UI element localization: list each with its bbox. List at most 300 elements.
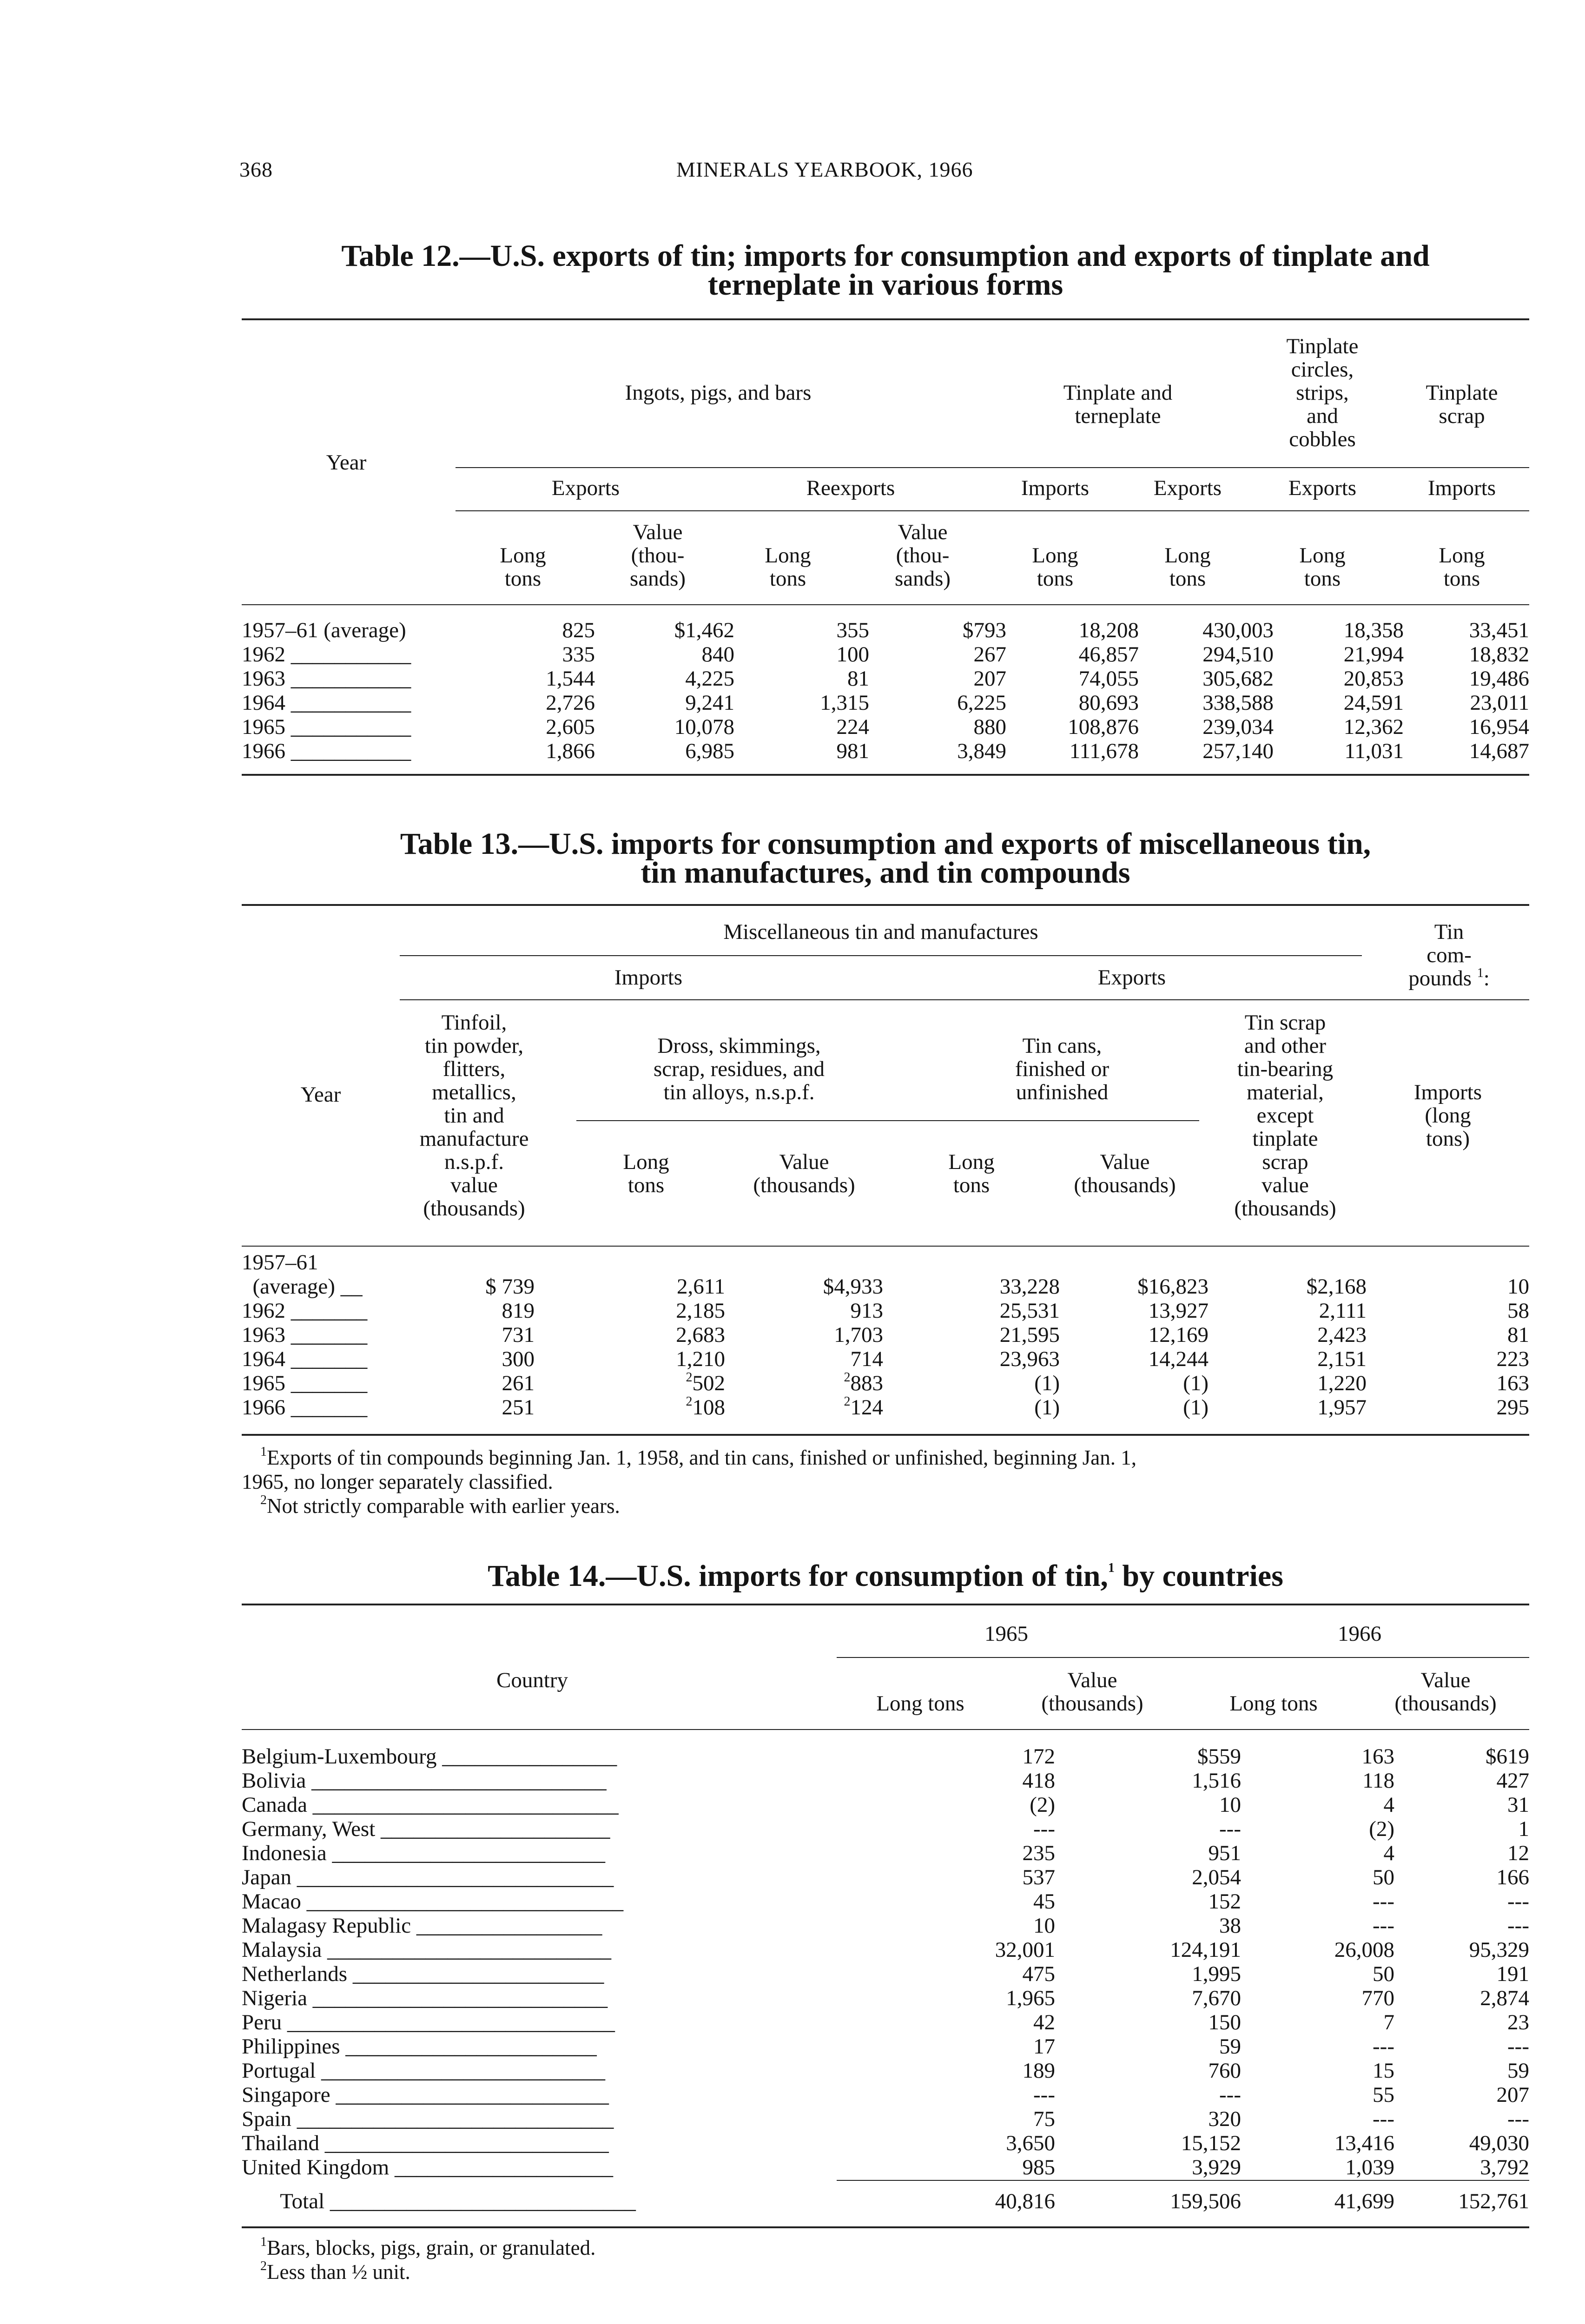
cell-value — [1055, 2107, 1241, 2131]
unit-l1: Long — [1299, 543, 1346, 568]
cell-value-text: 760 — [1208, 2059, 1241, 2083]
t13-fn2 — [242, 1494, 1529, 1518]
cell-value — [1055, 2155, 1241, 2179]
table14-bottom-rule — [242, 2226, 1529, 2228]
row-country-text: Japan _____________________________ — [242, 1865, 614, 1889]
cell-value — [1241, 2131, 1394, 2155]
t13-fn1-text: Exports of tin compounds beginning Jan. 1, 1958, and tin cans, finished or unfinished, beginning Jan. 1, — [267, 1446, 1137, 1469]
cell-value-text: 23,963 — [999, 1347, 1060, 1371]
cell-value — [1274, 739, 1404, 763]
cell-value-text: 18,358 — [1343, 618, 1404, 642]
cell-value-text: $619 — [1486, 1744, 1529, 1769]
table13-col-dross — [576, 1034, 902, 1104]
cell-value — [1394, 1986, 1529, 2010]
unit-l2: tons — [769, 567, 806, 591]
cell-value — [1006, 739, 1139, 763]
row-country — [242, 2059, 837, 2083]
cell-value-text: 418 — [1022, 1769, 1055, 1793]
cell-value-text: 355 — [836, 618, 869, 642]
cell-value-text: 13,927 — [1148, 1299, 1209, 1323]
cell-value — [1055, 1986, 1241, 2010]
cell-value — [451, 739, 595, 763]
table12-sub-exports: Exports — [551, 476, 620, 500]
cell-value-text: 2,874 — [1480, 1986, 1529, 2010]
cell-value-text: 880 — [973, 715, 1006, 739]
table12-sub-imports-2: Imports — [1427, 476, 1496, 500]
scrap-l8: value — [1261, 1173, 1309, 1197]
cell-value-text: 26,008 — [1334, 1938, 1394, 1962]
cell-value — [535, 1395, 725, 1419]
cell-value-text: 235 — [1022, 1841, 1055, 1865]
table-row — [242, 1395, 1529, 1419]
cell-value — [883, 1274, 1060, 1299]
cell-value — [1006, 618, 1139, 642]
cell-value — [451, 691, 595, 715]
row-year — [242, 1274, 400, 1299]
cell-value — [869, 739, 1006, 763]
row-country-text: Netherlands _______________________ — [242, 1962, 604, 1986]
cell-value — [1209, 1299, 1367, 1323]
cell-value-text: 4,225 — [685, 667, 734, 691]
cell-value — [1060, 1395, 1209, 1419]
t14-val-l2: (thousands) — [1041, 1691, 1143, 1716]
compounds-footref: 1 — [1477, 966, 1484, 980]
unit-l2: tons — [1443, 567, 1480, 591]
cell-value-text: 24,591 — [1343, 691, 1404, 715]
cell-value — [725, 1371, 883, 1395]
table12-group-tinplate-line2: terneplate — [1075, 404, 1161, 428]
table12-group-scrap-l1: Tinplate — [1426, 381, 1498, 405]
cell-value — [1209, 1323, 1367, 1347]
footnote-ref: 2 — [844, 1394, 851, 1409]
table14-year-1965: 1965 — [984, 1622, 1028, 1646]
row-year — [242, 1395, 400, 1419]
table-row — [242, 1817, 1529, 1841]
row-year-text: 1964 _______ — [242, 1347, 368, 1371]
cell-value — [1055, 2059, 1241, 2083]
cell-value — [1060, 1371, 1209, 1395]
t13-tons-l1: Long — [948, 1150, 995, 1174]
table12-rule-2 — [456, 510, 1529, 511]
cell-value — [1139, 667, 1274, 691]
cell-value-text: 2,151 — [1317, 1347, 1367, 1371]
cell-value-text: 2,683 — [676, 1323, 725, 1347]
cell-value — [837, 1841, 1055, 1865]
cell-value-text: 10,078 — [674, 715, 734, 739]
t13-fn2-text: Not strictly comparable with earlier years. — [267, 1494, 620, 1518]
cell-value-text: 320 — [1208, 2107, 1241, 2131]
t13-val-l1: Value — [1100, 1150, 1150, 1174]
cell-value-text: 1,965 — [1006, 1986, 1055, 2010]
table14-col-tons-1966: Long tons — [1229, 1691, 1318, 1716]
t14-fn1 — [260, 2236, 1515, 2260]
cell-value — [837, 1889, 1055, 1914]
cell-value — [1006, 642, 1139, 667]
table12-title — [242, 239, 1529, 302]
cell-value — [725, 1299, 883, 1323]
table12-title-line1: Table 12.—U.S. exports of tin; imports for consumption and exports of tinplate and — [341, 239, 1430, 273]
row-year-text: 1962 ___________ — [242, 642, 411, 667]
row-country — [242, 1962, 837, 1986]
scrap-l4: material, — [1247, 1080, 1324, 1104]
table12-unit-value-1 — [590, 521, 725, 590]
row-year-text: (average) __ — [242, 1274, 363, 1299]
table14-total-rule — [837, 2180, 1529, 2181]
cell-value — [1274, 642, 1404, 667]
table14-footnotes — [260, 2236, 1515, 2284]
cans-l2: finished or — [1015, 1057, 1110, 1081]
table12-top-rule — [242, 318, 1529, 320]
footnote-ref: 2 — [686, 1394, 693, 1409]
table13-rule-2 — [400, 999, 1529, 1000]
table13-col-value-2 — [1046, 1150, 1204, 1197]
cell-value — [400, 1323, 535, 1347]
row-country-text: Spain _____________________________ — [242, 2107, 614, 2131]
unit-l2: tons — [1304, 567, 1341, 591]
cell-value — [1055, 1841, 1241, 1865]
tinfoil-l9: (thousands) — [423, 1196, 525, 1221]
cell-value-text: 6,225 — [957, 691, 1006, 715]
cell-value-text: 207 — [973, 667, 1006, 691]
cell-value — [837, 1962, 1055, 1986]
table13-title-line2: tin manufactures, and tin compounds — [641, 856, 1130, 890]
cell-value-text: --- — [1373, 1889, 1394, 1914]
cell-value-text: 335 — [562, 642, 595, 667]
cell-value-text: 207 — [1496, 2083, 1529, 2107]
cell-value — [451, 667, 595, 691]
row-year-text: 1965 ___________ — [242, 715, 411, 739]
table13-rule-4 — [242, 1246, 1529, 1247]
unit-v1: Value — [898, 520, 948, 544]
cell-empty — [1060, 1250, 1209, 1274]
cell-value — [1241, 1938, 1394, 1962]
cell-value — [883, 1347, 1060, 1371]
cell-value-text: 152 — [1208, 1889, 1241, 1914]
table13-title — [242, 827, 1529, 890]
row-country — [242, 2107, 837, 2131]
cell-value — [1394, 1914, 1529, 1938]
cell-value — [1394, 2010, 1529, 2034]
cell-value — [1241, 1841, 1394, 1865]
cell-value — [869, 642, 1006, 667]
row-country — [242, 1769, 837, 1793]
cell-value — [837, 2155, 1055, 2179]
cell-value — [595, 715, 734, 739]
cell-value — [1241, 2059, 1394, 2083]
running-head: MINERALS YEARBOOK, 1966 — [676, 158, 973, 181]
cell-value-text: 430,003 — [1202, 618, 1274, 642]
cell-value — [837, 2107, 1055, 2131]
row-country — [242, 2083, 837, 2107]
table12-group-circles-l4: and — [1307, 404, 1338, 428]
cell-value-text: 1,544 — [546, 667, 595, 691]
row-country-text: Philippines _______________________ — [242, 2034, 597, 2059]
page-number: 368 — [239, 158, 273, 181]
row-country — [242, 1744, 837, 1769]
table-row — [242, 2083, 1529, 2107]
cell-value — [595, 618, 734, 642]
cell-value — [1006, 667, 1139, 691]
table14-title-end: by countries — [1114, 1559, 1283, 1593]
cell-value — [837, 2034, 1055, 2059]
cell-value-text: 19,486 — [1469, 667, 1529, 691]
tinfoil-l3: flitters, — [442, 1057, 506, 1081]
cell-value-text: 3,849 — [957, 739, 1006, 763]
cell-value-text: 1,220 — [1317, 1371, 1367, 1395]
t13-val-l2: (thousands) — [753, 1173, 855, 1197]
cell-value — [595, 642, 734, 667]
table13-title-line1: Table 13.—U.S. imports for consumption and exports of miscellaneous tin, — [400, 827, 1371, 861]
cell-value — [837, 1986, 1055, 2010]
table-row — [242, 1865, 1529, 1889]
cell-value — [1367, 1299, 1529, 1323]
cell-value-text: 840 — [701, 642, 734, 667]
table-row — [242, 1250, 1529, 1274]
table12-bottom-rule — [242, 774, 1529, 776]
cell-value — [1274, 715, 1404, 739]
cell-value-text: 1,039 — [1345, 2155, 1394, 2179]
cell-value — [734, 642, 869, 667]
compounds-l3-text: pounds — [1408, 966, 1472, 990]
row-year — [242, 739, 451, 763]
t14-fn1-mark: 1 — [260, 2235, 267, 2249]
table-row — [242, 1793, 1529, 1817]
cell-value — [1274, 618, 1404, 642]
cell-value-text: 189 — [1022, 2059, 1055, 2083]
table14-title-ref: 1 — [1108, 1561, 1115, 1575]
cans-l3: unfinished — [1016, 1080, 1109, 1104]
table13-col-cans — [902, 1034, 1222, 1104]
cell-value — [1394, 1938, 1529, 1962]
table14-title-text: Table 14.—U.S. imports for consumption of tin, — [488, 1559, 1108, 1593]
row-year-text: 1965 _______ — [242, 1371, 368, 1395]
table14-rule-2 — [242, 1729, 1529, 1730]
cell-value — [1241, 2155, 1394, 2179]
cell-value-text: 15 — [1373, 2059, 1394, 2083]
row-country — [242, 2131, 837, 2155]
cell-value-text: --- — [1507, 2034, 1529, 2059]
cell-value-text: 46,857 — [1078, 642, 1139, 667]
cell-value-text: 49,030 — [1469, 2131, 1529, 2155]
cell-value — [1394, 2059, 1529, 2083]
cell-value-text: 1,516 — [1192, 1769, 1241, 1793]
row-country-text: Belgium-Luxembourg ________________ — [242, 1744, 617, 1769]
cell-value — [1055, 1914, 1241, 1938]
row-year — [242, 1323, 400, 1347]
cell-value-text: 1,866 — [546, 739, 595, 763]
cell-value-text: --- — [1033, 1817, 1055, 1841]
t14-val-l2: (thousands) — [1394, 1691, 1497, 1716]
cell-value — [1055, 1865, 1241, 1889]
tinfoil-l7: n.s.p.f. — [444, 1150, 504, 1174]
cell-value — [1367, 1347, 1529, 1371]
cell-value-text: --- — [1373, 1914, 1394, 1938]
cell-value — [1209, 1274, 1367, 1299]
table14-total — [242, 2189, 1529, 2213]
cell-value-text: 2,423 — [1317, 1323, 1367, 1347]
table12-group-circles-l2: circles, — [1291, 357, 1354, 382]
cell-value — [869, 667, 1006, 691]
table13-body — [242, 1250, 1529, 1419]
cell-value — [734, 715, 869, 739]
cell-value-text: (1) — [1183, 1371, 1209, 1395]
cell-value — [1394, 2107, 1529, 2131]
cell-value — [535, 1299, 725, 1323]
cell-value — [1241, 1962, 1394, 1986]
cell-value — [725, 1274, 883, 1299]
cell-value-text: 15,152 — [1181, 2131, 1241, 2155]
table-row — [242, 739, 1529, 763]
cell-value — [400, 1347, 535, 1371]
table12-unit-tons-4 — [1120, 544, 1255, 590]
row-country-text: Germany, West _____________________ — [242, 1817, 610, 1841]
row-country-text: Thailand __________________________ — [242, 2131, 609, 2155]
row-country — [242, 2155, 837, 2179]
t13-fn1-line2: 1965, no longer separately classified. — [242, 1470, 553, 1493]
cell-value — [837, 2059, 1055, 2083]
row-country-text: Indonesia _________________________ — [242, 1841, 605, 1865]
cell-value-text: 295 — [1496, 1395, 1529, 1419]
t13-fn1-line1 — [242, 1446, 1529, 1470]
cell-value-text: 951 — [1208, 1841, 1241, 1865]
table12-sub-reexports: Reexports — [806, 476, 895, 500]
t14-val-l1: Value — [1420, 1668, 1471, 1692]
table12-group-tinplate — [988, 381, 1248, 428]
cell-value-text: 2,726 — [546, 691, 595, 715]
cell-empty — [883, 1250, 1060, 1274]
table13-col-imports — [1367, 1081, 1529, 1150]
cell-value — [1055, 2131, 1241, 2155]
total-value-text: 40,816 — [995, 2189, 1055, 2213]
cell-value-text: 21,994 — [1343, 642, 1404, 667]
cell-value — [1241, 2010, 1394, 2034]
unit-l1: Long — [1164, 543, 1211, 568]
cell-value-text: 338,588 — [1202, 691, 1274, 715]
cell-value-text: 55 — [1373, 2083, 1394, 2107]
cell-value — [1055, 1769, 1241, 1793]
cell-value-text: 913 — [850, 1299, 883, 1323]
cell-value — [1241, 2083, 1394, 2107]
cell-value-text: 239,034 — [1202, 715, 1274, 739]
unit-l1: Long — [1032, 543, 1078, 568]
cell-value-text: 2,185 — [676, 1299, 725, 1323]
cell-value-text: 81 — [1507, 1323, 1529, 1347]
table12-unit-tons-2 — [720, 544, 855, 590]
cell-value — [1394, 1841, 1529, 1865]
compounds-l1: Tin — [1434, 920, 1464, 944]
cell-value-text: 13,416 — [1334, 2131, 1394, 2155]
cell-value-text: 2,605 — [546, 715, 595, 739]
table-row — [242, 1347, 1529, 1371]
cell-value — [1139, 642, 1274, 667]
t13-fn2-mark: 2 — [260, 1493, 267, 1507]
row-year — [242, 618, 451, 642]
cell-empty — [400, 1250, 535, 1274]
table13-sub-exports: Exports — [1097, 965, 1166, 990]
cell-value-text: 4 — [1383, 1841, 1394, 1865]
row-country-text: Nigeria ___________________________ — [242, 1986, 608, 2010]
cell-value — [1055, 1962, 1241, 1986]
cell-value-text: --- — [1219, 2083, 1241, 2107]
cell-value — [883, 1323, 1060, 1347]
compounds-l3: pounds $^1$: — [1408, 966, 1490, 990]
cell-value — [400, 1395, 535, 1419]
cell-value-text: 10 — [1219, 1793, 1241, 1817]
cell-value-text: 14,687 — [1469, 739, 1529, 763]
cell-value-text: 18,208 — [1078, 618, 1139, 642]
cell-value-text: 4 — [1383, 1793, 1394, 1817]
cell-value-text: 12,362 — [1343, 715, 1404, 739]
cell-value-text: (2) — [1030, 1793, 1055, 1817]
cell-value-text: 261 — [502, 1371, 535, 1395]
cell-value — [1404, 691, 1529, 715]
cell-value-text: 21,595 — [999, 1323, 1060, 1347]
table-row — [242, 1299, 1529, 1323]
table12-group-ingots: Ingots, pigs, and bars — [625, 381, 812, 405]
total-value-text: 41,699 — [1334, 2189, 1394, 2213]
table14-rule-1 — [837, 1657, 1529, 1658]
compounds-l2: com- — [1426, 943, 1472, 967]
cell-value — [1367, 1371, 1529, 1395]
cell-value-text: 427 — [1496, 1769, 1529, 1793]
cell-value-text: 100 — [836, 642, 869, 667]
t13-val-l1: Value — [779, 1150, 829, 1174]
table12-body — [242, 618, 1529, 763]
scrap-l6: tinplate — [1252, 1127, 1318, 1151]
scrap-l1: Tin scrap — [1244, 1010, 1326, 1035]
total-row — [242, 2189, 1529, 2213]
cell-value-text: 50 — [1373, 1865, 1394, 1889]
tinfoil-l4: metallics, — [432, 1080, 516, 1104]
footnote-ref: 2 — [686, 1370, 693, 1385]
table12-unit-tons-5 — [1255, 544, 1390, 590]
row-year-text: 1964 ___________ — [242, 691, 411, 715]
unit-v2: (thou- — [631, 543, 685, 568]
cell-value — [1404, 618, 1529, 642]
table13-footnote-1 — [242, 1446, 1529, 1518]
cell-value-text: 10 — [1033, 1914, 1055, 1938]
cell-value — [734, 739, 869, 763]
cell-value-text: 305,682 — [1202, 667, 1274, 691]
table13-top-rule — [242, 904, 1529, 906]
cell-value — [400, 1371, 535, 1395]
cans-l1: Tin cans, — [1022, 1034, 1102, 1058]
cell-value-text: $1,462 — [674, 618, 734, 642]
row-country-text: Malagasy Republic _________________ — [242, 1914, 602, 1938]
cell-empty — [725, 1250, 883, 1274]
table14-col-tons-1965: Long tons — [876, 1691, 964, 1716]
cell-value — [1404, 715, 1529, 739]
cell-value — [535, 1323, 725, 1347]
cell-value — [451, 642, 595, 667]
cell-value — [1241, 2034, 1394, 2059]
cell-value — [1394, 1817, 1529, 1841]
cell-value — [837, 1793, 1055, 1817]
cell-value — [535, 1371, 725, 1395]
cell-value-text: 18,832 — [1469, 642, 1529, 667]
cell-value-text: 1 — [1518, 1817, 1529, 1841]
table14-top-rule — [242, 1604, 1529, 1605]
cell-value — [883, 1371, 1060, 1395]
scrap-l3: tin-bearing — [1237, 1057, 1334, 1081]
row-year-text: 1966 ___________ — [242, 739, 411, 763]
table14-body — [242, 1744, 1529, 2179]
cell-value-text: 3,792 — [1480, 2155, 1529, 2179]
cell-value — [595, 739, 734, 763]
cell-value-text: 81 — [847, 667, 869, 691]
cell-value — [1394, 2034, 1529, 2059]
table12-unit-value-2 — [855, 521, 990, 590]
